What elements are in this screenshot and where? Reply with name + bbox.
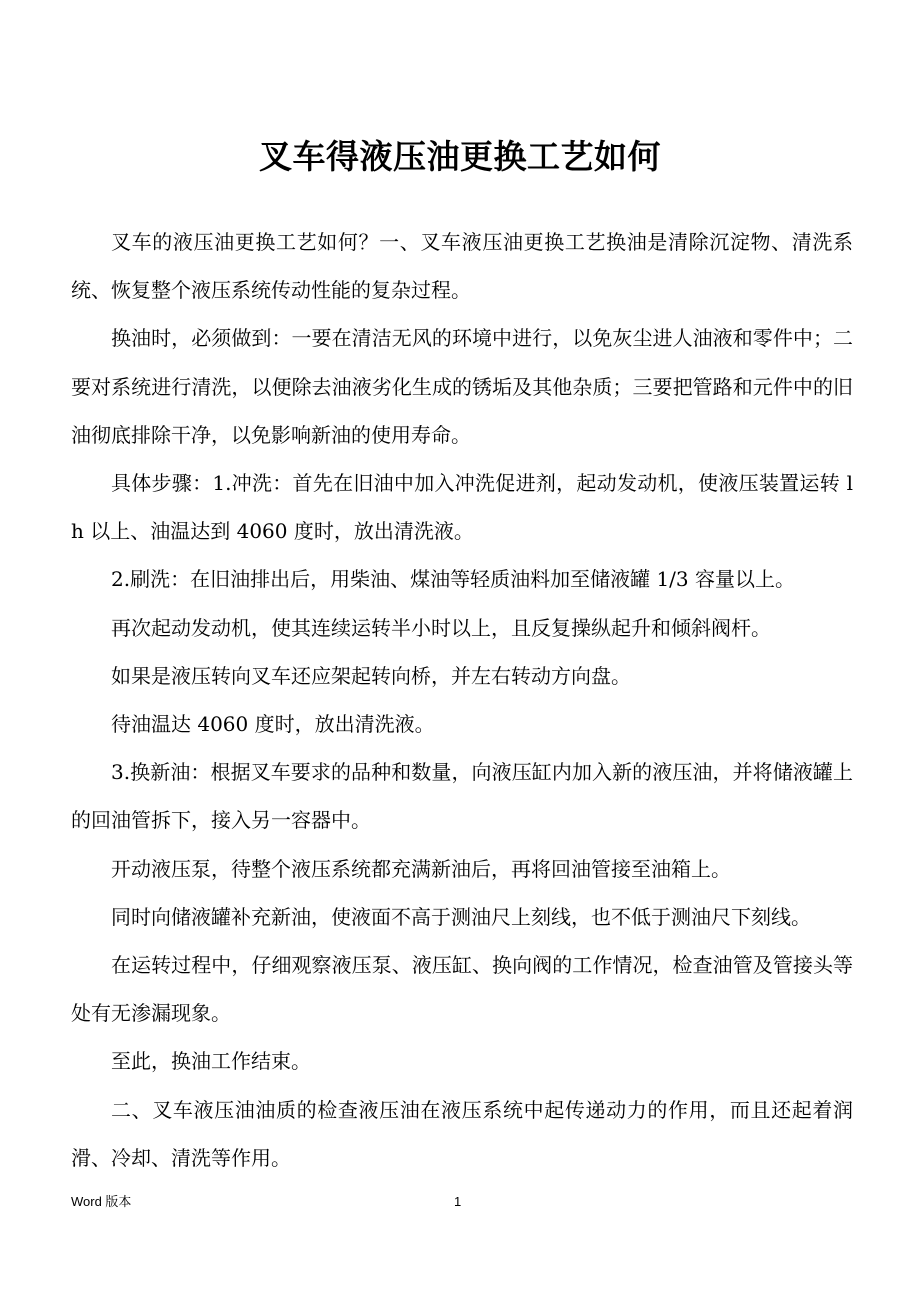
footer-label: Word 版本 (71, 1194, 132, 1209)
paragraph: 待油温达 4060 度时，放出清洗液。 (111, 712, 435, 737)
paragraph: 如果是液压转向叉车还应架起转向桥，并左右转动方向盘。 (111, 663, 631, 688)
paragraph: 二、叉车液压油油质的检查液压油在液压系统中起传递动力的作用，而且还起着润滑、冷却、清洗等作用。 (71, 1097, 853, 1170)
paragraph: 在运转过程中，仔细观察液压泵、液压缸、换向阀的工作情况，检查油管及管接头等处有无渗漏现象。 (71, 953, 853, 1026)
paragraph: 同时向储液罐补充新油，使液面不高于测油尺上刻线，也不低于测油尺下刻线。 (111, 904, 811, 929)
paragraph: 2.刷洗：在旧油排出后，用柴油、煤油等轻质油料加至储液罐 1/3 容量以上。 (111, 567, 795, 592)
paragraph: 叉车的液压油更换工艺如何？一、叉车液压油更换工艺换油是清除沉淀物、清洗系统、恢复整个液压系统传动性能的复杂过程。 (71, 230, 853, 303)
document-title: 叉车得液压油更换工艺如何 (259, 137, 661, 176)
paragraph: 3.换新油：根据叉车要求的品种和数量，向液压缸内加入新的液压油，并将储液罐上的回油管拆下，接入另一容器中。 (71, 760, 853, 833)
page-number: 1 (454, 1194, 462, 1209)
paragraph: 具体步骤：1.冲洗：首先在旧油中加入冲洗促进剂，起动发动机，使液压装置运转 lh 以上、油温达到 4060 度时，放出清洗液。 (71, 471, 853, 544)
paragraph: 再次起动发动机，使其连续运转半小时以上，且反复操纵起升和倾斜阀杆。 (111, 615, 771, 640)
paragraph: 至此，换油工作结束。 (111, 1049, 311, 1074)
document-body (71, 218, 853, 1182)
paragraph: 开动液压泵，待整个液压系统都充满新油后，再将回油管接至油箱上。 (111, 856, 731, 881)
paragraph: 换油时，必须做到：一要在清洁无风的环境中进行，以免灰尘进人油液和零件中；二要对系统进行清洗，以便除去油液劣化生成的锈垢及其他杂质；三要把管路和元件中的旧油彻底排除干净，以免影响新油的使用寿命。 (71, 326, 853, 447)
